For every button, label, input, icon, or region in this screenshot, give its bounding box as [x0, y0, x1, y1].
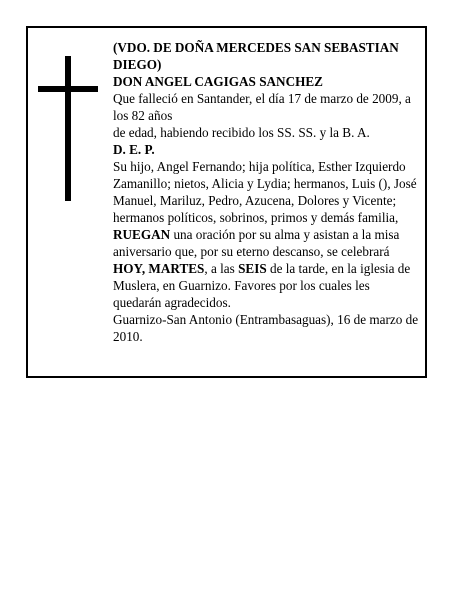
request-text: una oración por su alma y asistan a la misa aniversario que, por su eterno descanso, se celebrará	[113, 227, 400, 259]
mass-details	[113, 260, 421, 311]
mass-time-prefix: , a las	[204, 261, 239, 276]
family-list: Su hijo, Angel Fernando; hija política, Esther Izquierdo Zamanillo; nietos, Alicia y Lydia; hermanos, Luis (), José Manuel, Mariluz, Pedro, Azucena, Dolores y Vicente; hermanos políticos, sobrinos, primos y demás familia,	[113, 159, 417, 225]
place-date-line: Guarnizo-San Antonio (Entrambasaguas), 16 de marzo de 2010.	[113, 312, 419, 344]
request-paragraph	[113, 226, 421, 260]
cross-vertical-bar	[65, 56, 71, 201]
latin-cross-icon	[38, 56, 98, 201]
obituary-notice	[26, 26, 427, 378]
rip-line: D. E. P.	[113, 142, 155, 157]
mass-hour: SEIS	[238, 261, 267, 276]
mass-day: HOY, MARTES	[113, 261, 205, 276]
mass-location: de la tarde, en la iglesia de Muslera, en Guarnizo. Favores por los cuales les quedarán agradecidos.	[113, 261, 411, 310]
sacraments-line: de edad, habiendo recibido los SS. SS. y la B. A.	[113, 125, 370, 140]
request-keyword: RUEGAN	[113, 227, 171, 242]
death-details: Que falleció en Santander, el día 17 de marzo de 2009, a los 82 años	[113, 91, 411, 123]
cross-horizontal-bar	[38, 86, 98, 92]
deceased-name: DON ANGEL CAGIGAS SANCHEZ	[113, 74, 323, 89]
widow-heading: (VDO. DE DOÑA MERCEDES SAN SEBASTIAN DIEGO)	[113, 40, 399, 72]
obituary-text	[113, 39, 421, 345]
